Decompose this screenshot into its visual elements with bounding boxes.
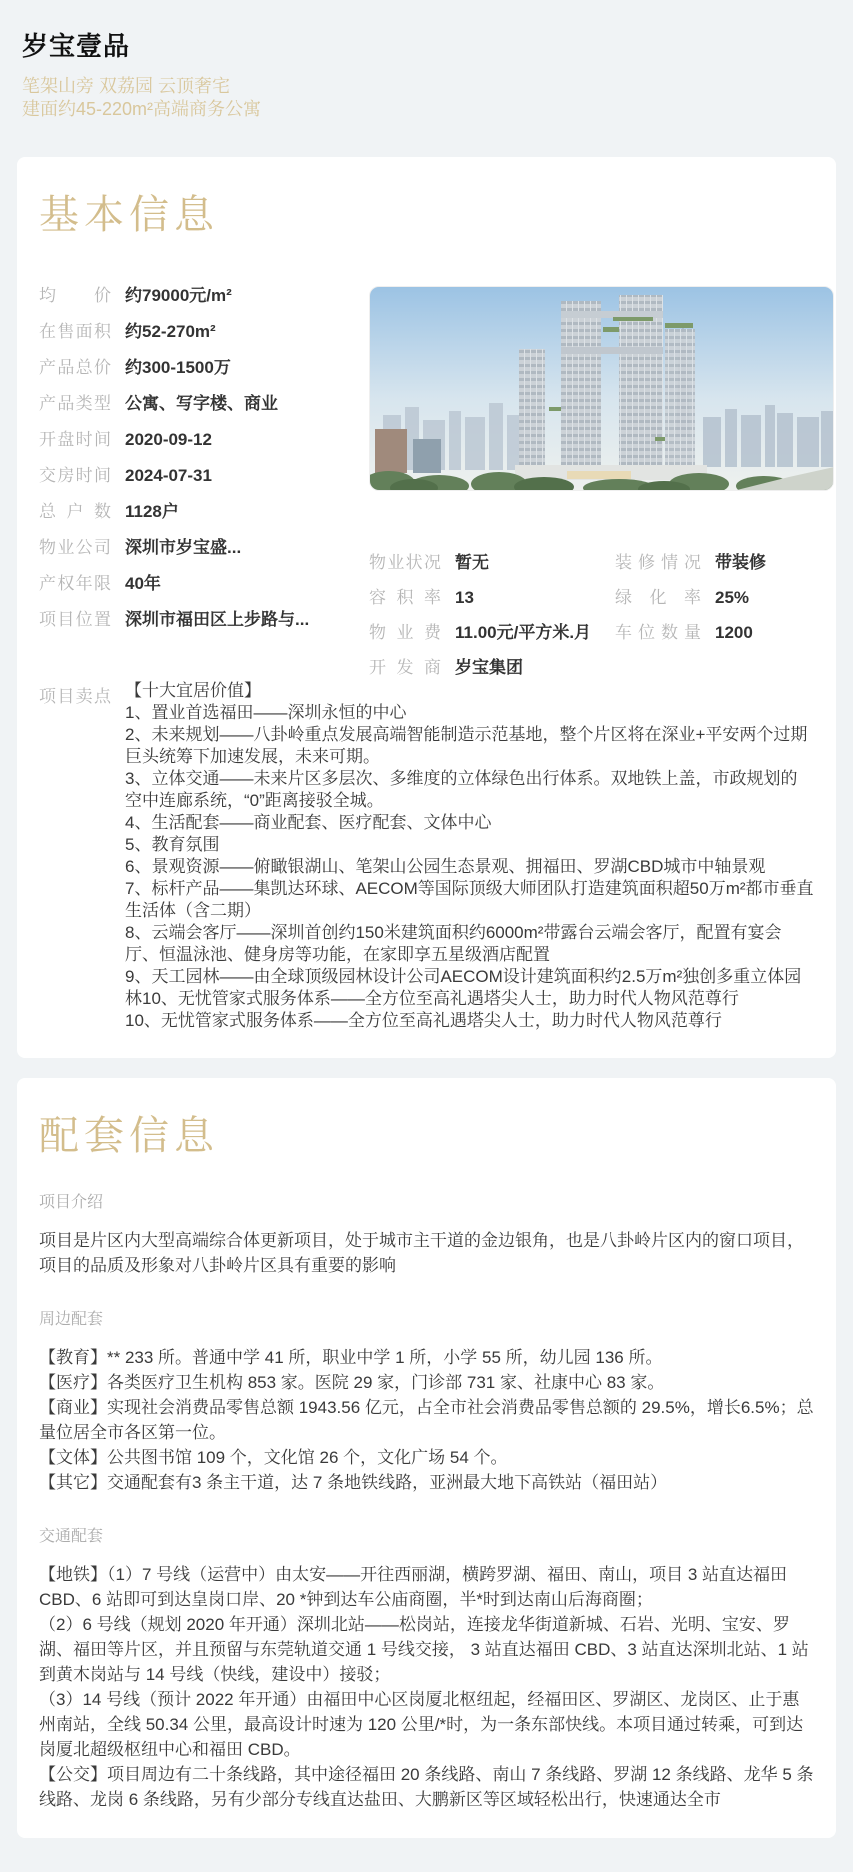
- selling-point: 7、标杆产品——集凯达环球、AECOM等国际顶级大师团队打造建筑面积超50万m²都市垂直生活体（含二期）: [125, 879, 814, 920]
- field-value: 公寓、写字楼、商业: [125, 394, 278, 413]
- field-label: 交房时间: [39, 466, 111, 485]
- transport-item-metro-1: 【地铁】（1）7 号线（运营中）由太安——开往西丽湖，横跨罗湖、福田、南山，项目 3 站直达福田 CBD、6 站即可到达皇岗口岸、20 *钟到达车公庙商圈，半*时到达南山后海商圈；: [39, 1565, 788, 1609]
- transport-label: 交通配套: [39, 1528, 104, 1545]
- field-label: 产品类型: [39, 394, 111, 413]
- field-value: 13: [455, 588, 474, 607]
- amenities-card: [17, 1078, 836, 1838]
- field-row-tenure-years: [39, 574, 369, 593]
- field-value: 11.00元/平方米.月: [455, 623, 592, 642]
- selling-points-row: [39, 680, 814, 1032]
- nearby-item-other: 【其它】交通配套有3 条主干道，达 7 条地铁线路，亚洲最大地下高铁站（福田站）: [39, 1473, 668, 1492]
- field-row-avg-price: [39, 286, 369, 305]
- field-value: 约300-1500万: [125, 358, 231, 377]
- nearby-label: 周边配套: [39, 1311, 104, 1328]
- field-label: 容积率: [369, 588, 441, 607]
- selling-point: 1、置业首选福田——深圳永恒的中心: [125, 703, 407, 722]
- basic-fields-left: [39, 286, 369, 677]
- selling-point: 10、无忧管家式服务体系——全方位至高礼遇塔尖人士，助力时代人物风范尊行: [125, 1011, 722, 1030]
- selling-point: 6、景观资源——俯瞰银湖山、笔架山公园生态景观、拥福田、罗湖CBD城市中轴景观: [125, 857, 766, 876]
- field-label: 总户数: [39, 502, 111, 521]
- basic-info-card: [17, 157, 836, 1058]
- intro-label: 项目介绍: [39, 1194, 104, 1211]
- amenities-heading: 配套信息: [39, 1114, 219, 1158]
- field-label: 物业公司: [39, 538, 111, 557]
- field-value: 岁宝集团: [455, 658, 523, 677]
- field-row-product-type: [39, 394, 369, 413]
- field-value: 2020-09-12: [125, 430, 212, 449]
- field-label: 物业费: [369, 623, 441, 642]
- field-row-project-location: [39, 610, 369, 629]
- page-title: 岁宝壹品: [22, 31, 131, 61]
- basic-info-body: [39, 286, 814, 677]
- field-value: 1200: [715, 623, 753, 642]
- field-value: 暂无: [455, 553, 489, 572]
- field-label: 开盘时间: [39, 430, 111, 449]
- field-value: 40年: [125, 574, 161, 593]
- transport-item-bus: 【公交】项目周边有二十条线路，其中途径福田 20 条线路、南山 7 条线路、罗湖 12 条线路、龙华 5 条线路、龙岗 6 条线路，另有少部分专线直达盐田、大鹏新区等区域轻松出行，快速通达全市: [39, 1765, 814, 1809]
- selling-point: 9、天工园林——由全球顶级园林设计公司AECOM设计建筑面积约2.5万m²独创多重立体园林10、无忧管家式服务体系——全方位至高礼遇塔尖人士，助力时代人物风范尊行: [125, 967, 802, 1008]
- field-label: 项目位置: [39, 610, 111, 629]
- field-label: 在售面积: [39, 322, 111, 341]
- field-label: 车位数量: [615, 623, 701, 642]
- nearby-item-medical: 【医疗】各类医疗卫生机构 853 家。医院 29 家，门诊部 731 家、社康中心 83 家。: [39, 1373, 665, 1392]
- selling-point: 3、立体交通——未来片区多层次、多维度的立体绿色出行体系。双地铁上盖，市政规划的空中连廊系统，“0”距离接驳全城。: [125, 769, 798, 810]
- nearby-item-commerce: 【商业】实现社会消费品零售总额 1943.56 亿元，占全市社会消费品零售总额的 29.5%，增长6.5%；总量位居全市各区第一位。: [39, 1398, 814, 1442]
- field-label: 物业状况: [369, 553, 441, 572]
- field-label: 绿化率: [615, 588, 701, 607]
- field-row-area-on-sale: [39, 322, 369, 341]
- field-value: 约52-270m²: [125, 322, 216, 341]
- field-value: 深圳市岁宝盛...: [125, 538, 242, 557]
- selling-points-text: [125, 680, 814, 1032]
- field-label: 产权年限: [39, 574, 111, 593]
- field-row-property-company: [39, 538, 369, 557]
- selling-point: 【十大宜居价值】: [125, 681, 261, 700]
- field-value: 2024-07-31: [125, 466, 212, 485]
- basic-info-heading: 基本信息: [39, 193, 219, 237]
- field-label: 均价: [39, 286, 111, 305]
- field-value: 带装修: [715, 553, 766, 572]
- field-row-total-price: [39, 358, 369, 377]
- field-row-delivery-date: [39, 466, 369, 485]
- subtitle-line1: 笔架山旁 双荔园 云顶奢宅: [22, 76, 231, 96]
- field-value: 深圳市福田区上步路与...: [125, 610, 310, 629]
- field-label: 开发商: [369, 658, 441, 677]
- nearby-list: [39, 1345, 814, 1495]
- selling-points-label: 项目卖点: [39, 687, 111, 706]
- field-row-opening-date: [39, 430, 369, 449]
- intro-text: 项目是片区内大型高端综合体更新项目，处于城市主干道的金边银角，也是八卦岭片区内的窗口项目，项目的品质及形象对八卦岭片区具有重要的影响: [39, 1231, 804, 1275]
- field-value: 1128户: [125, 502, 179, 521]
- nearby-item-culture: 【文体】公共图书馆 109 个，文化馆 26 个，文化广场 54 个。: [39, 1448, 508, 1467]
- field-row-total-households: [39, 502, 369, 521]
- subtitle-line2: 建面约45-220m²高端商务公寓: [22, 99, 262, 119]
- transport-item-metro-3: （3）14 号线（预计 2022 年开通）由福田中心区岗厦北枢纽起，经福田区、罗湖区、龙岗区、止于惠州南站，全线 50.34 公里，最高设计时速为 120 公里/*时，为一条东部快线。本项目通过转乘，可到达岗厦北超级枢纽中心和福田 CBD。: [39, 1690, 804, 1759]
- selling-point: 5、教育氛围: [125, 835, 220, 854]
- selling-point: 4、生活配套——商业配套、医疗配套、文体中心: [125, 813, 492, 832]
- selling-point: 2、未来规划——八卦岭重点发展高端智能制造示范基地，整个片区将在深业+平安两个过期巨头统筹下加速发展，未来可期。: [125, 725, 808, 766]
- field-label: 产品总价: [39, 358, 111, 377]
- field-value: 25%: [715, 588, 750, 607]
- field-value: 约79000元/m²: [125, 286, 232, 305]
- page-subtitle: [22, 75, 831, 121]
- field-label: 装修情况: [615, 553, 701, 572]
- nearby-item-education: 【教育】** 233 所。普通中学 41 所，职业中学 1 所，小学 55 所，幼儿园 136 所。: [39, 1348, 663, 1367]
- basic-fields-right: [369, 553, 814, 677]
- selling-point: 8、云端会客厅——深圳首创约150米建筑面积约6000m²带露台云端会客厅，配置有宴会厅、恒温泳池、健身房等功能，在家即享五星级酒店配置: [125, 923, 782, 964]
- transport-item-metro-2: （2）6 号线（规划 2020 年开通）深圳北站——松岗站，连接龙华街道新城、石岩、光明、宝安、罗湖、福田等片区，并且预留与东莞轨道交通 1 号线交接， 3 站直达福田 CBD、3 站直达深圳北站、1 站到黄木岗站与 14 号线（快线，建设中）接驳；: [39, 1615, 809, 1684]
- building-rendering: [369, 286, 834, 491]
- basic-right-column: [369, 286, 814, 677]
